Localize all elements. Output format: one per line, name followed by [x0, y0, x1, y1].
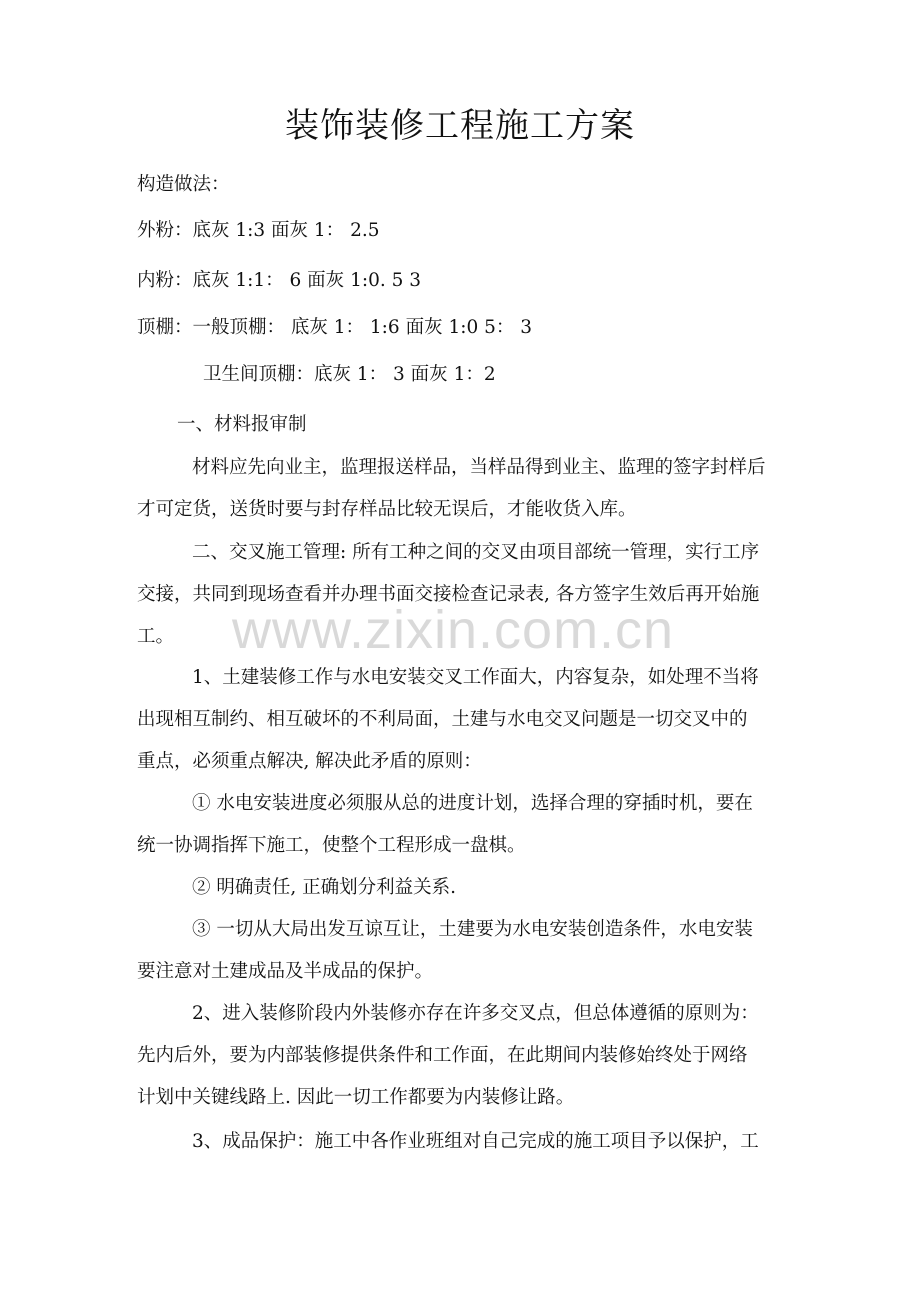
- paragraph-line: 要注意对土建成品及半成品的保护。: [137, 961, 434, 982]
- construction-method-heading: 构造做法：: [137, 174, 230, 195]
- numbered-item-1: 1、土建装修工作与水电安装交叉工作面大，内容复杂，如处理不当将: [192, 667, 759, 688]
- numbered-item-3: 3、成品保护：施工中各作业班组对自己完成的施工项目予以保护，工: [192, 1131, 759, 1152]
- principle-item-2: ② 明确责任, 正确划分利益关系.: [192, 877, 457, 898]
- principle-item-3: ③ 一切从大局出发互谅互让，土建要为水电安装创造条件，水电安装: [192, 919, 753, 940]
- paragraph-line: 工。: [137, 626, 175, 647]
- ceiling-general-spec: 顶棚：一般顶棚： 底灰 1： 1:6 面灰 1:0 5： 3: [137, 317, 533, 338]
- document-title: 装饰装修工程施工方案: [285, 106, 635, 146]
- paragraph-line: 才可定货，送货时要与封存样品比较无误后，才能收货入库。: [137, 499, 637, 520]
- principle-item-1: ① 水电安装进度必须服从总的进度计划，选择合理的穿插时机，要在: [192, 793, 753, 814]
- ceiling-bathroom-spec: 卫生间顶棚：底灰 1： 3 面灰 1：2: [203, 364, 496, 385]
- watermark: www.zixin.com.cn: [232, 600, 675, 660]
- paragraph-line: 统一协调指挥下施工，使整个工程形成一盘棋。: [137, 835, 526, 856]
- section-heading-cross-construction: 二、交叉施工管理: 所有工种之间的交叉由项目部统一管理，实行工序: [192, 542, 760, 563]
- interior-plaster-spec: 内粉：底灰 1:1： 6 面灰 1:0. 5 3: [137, 270, 422, 291]
- paragraph-line: 先内后外，要为内部装修提供条件和工作面，在此期间内装修始终处于网络: [137, 1045, 748, 1066]
- paragraph-line: 重点，必须重点解决, 解决此矛盾的原则：: [137, 751, 482, 772]
- paragraph-line: 交接，共同到现场查看并办理书面交接检查记录表, 各方签字生效后再开始施: [137, 584, 760, 605]
- exterior-plaster-spec: 外粉：底灰 1:3 面灰 1： 2.5: [137, 220, 380, 241]
- numbered-item-2: 2、进入装修阶段内外装修亦存在许多交叉点，但总体遵循的原则为：: [192, 1003, 759, 1024]
- paragraph-line: 计划中关键线路上. 因此一切工作都要为内装修让路。: [137, 1087, 575, 1108]
- paragraph-line: 材料应先向业主，监理报送样品，当样品得到业主、监理的签字封样后: [192, 457, 766, 478]
- section-heading-materials: 一、材料报审制: [177, 414, 307, 435]
- paragraph-line: 出现相互制约、相互破坏的不利局面，土建与水电交叉问题是一切交叉中的: [137, 709, 748, 730]
